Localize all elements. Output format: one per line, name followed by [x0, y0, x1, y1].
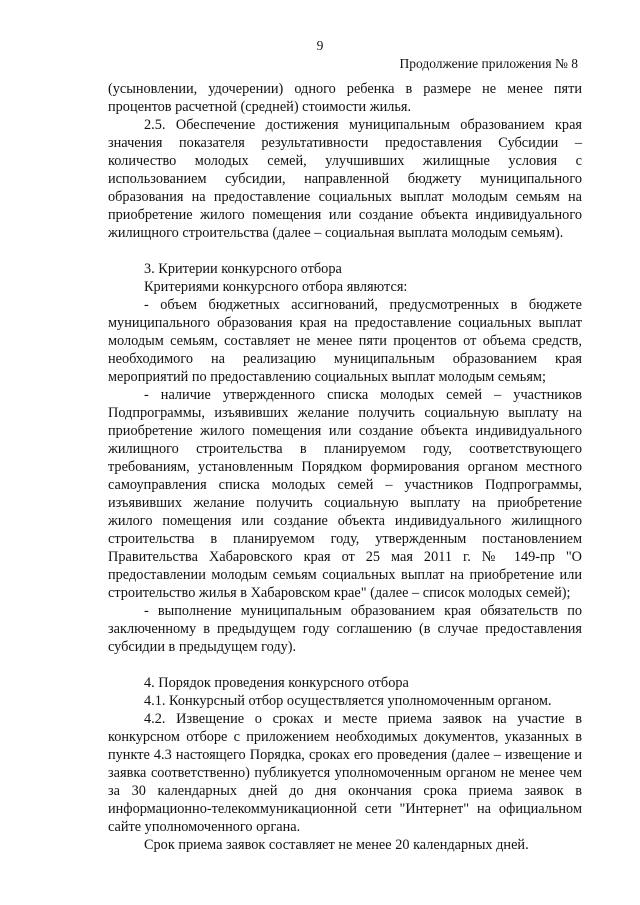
page-number: 9: [316, 38, 324, 53]
paragraph-criteria-intro: Критериями конкурсного отбора являются:: [144, 279, 408, 295]
paragraph-4-1: 4.1. Конкурсный отбор осуществляется уполномоченным органом.: [144, 693, 552, 709]
criterion-budget: - объем бюджетных ассигнований, предусмотренных в бюджете муниципального образования края на предоставление социальных выплат молодым семьям, составляет не менее пяти процентов от объема средств, необходимого на реализацию муниципальным образованием края мероприятий по предоставлению социальных выплат молодым семьям;: [108, 297, 582, 385]
section-3-heading: 3. Критерии конкурсного отбора: [144, 261, 342, 277]
appendix-continuation-note: Продолжение приложения № 8: [399, 56, 578, 71]
document-body: [108, 80, 582, 854]
paragraph-continuation: (усыновлении, удочерении) одного ребенка в размере не менее пяти процентов расчетной (средней) стоимости жилья.: [108, 81, 582, 115]
paragraph-4-2: 4.2. Извещение о сроках и месте приема заявок на участие в конкурсном отборе с приложением необходимых документов, указанных в пункте 4.3 настоящего Порядка, сроках его проведения (далее – извещение и заявка соответственно) публикуется уполномоченным органом не менее чем за 30 календарных дней до дня окончания срока приема заявок в информационно-телекоммуникационной сети "Интернет" на официальном сайте уполномоченного органа.: [108, 711, 582, 835]
section-4-heading: 4. Порядок проведения конкурсного отбора: [144, 675, 409, 691]
criterion-family-list: - наличие утвержденного списка молодых семей – участников Подпрограммы, изъявивших желание получить социальную выплату на приобретение жилого помещения или создание объекта индивидуального жилищного строительства в планируемом году, соответствующего требованиям, установленным Порядком формирования органом местного самоуправления списка молодых семей – участников Подпрограммы, изъявивших желание получить социальную выплату на приобретение жилого помещения или создание объекта индивидуального жилищного строительства в планируемом году, утвержденным постановлением Правительства Хабаровского края от 25 мая 2011 г. № 149-пр "О предоставлении молодым семьям социальных выплат на приобретение или строительство жилья в Хабаровском крае" (далее – список молодых семей);: [108, 387, 582, 601]
paragraph-2-5: 2.5. Обеспечение достижения муниципальным образованием края значения показателя результативности предоставления Субсидии – количество молодых семей, улучшивших жилищные условия с использованием субсидии, направленной бюджету муниципального образования на предоставление социальных выплат молодым семьям на приобретение жилого помещения или создание объекта индивидуального жилищного строительства (далее – социальная выплата молодым семьям).: [108, 117, 582, 241]
paragraph-application-period: Срок приема заявок составляет не менее 20 календарных дней.: [144, 837, 529, 853]
criterion-obligations: - выполнение муниципальным образованием края обязательств по заключенному в предыдущем году соглашению (в случае предоставления субсидии в предыдущем году).: [108, 603, 582, 655]
